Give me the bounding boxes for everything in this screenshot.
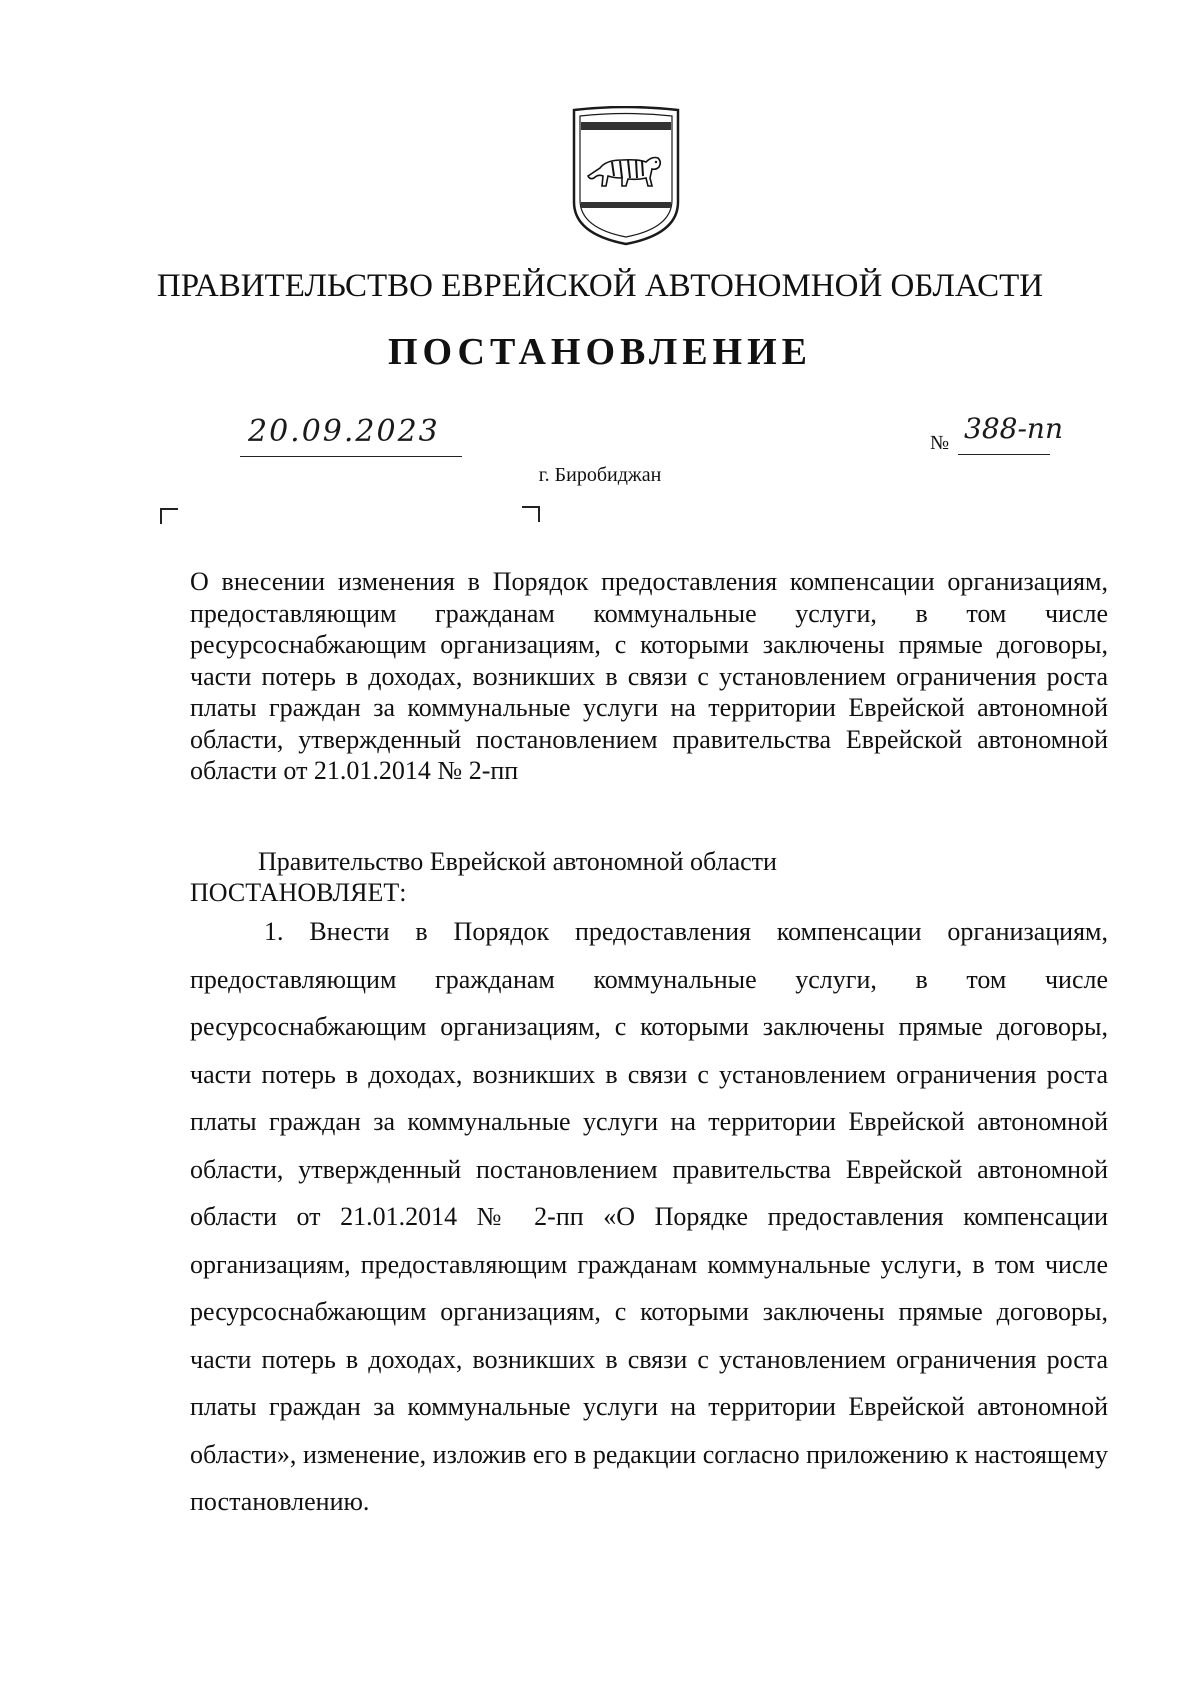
city-name: г. Биробиджан	[538, 464, 662, 486]
government-title: ПРАВИТЕЛЬСТВО ЕВРЕЙСКОЙ АВТОНОМНОЙ ОБЛАСТИ	[156, 268, 1044, 304]
body-paragraph-1: 1. Внести в Порядок предоставления компенсации организациям, предоставляющим гражданам коммунальные услуги, в том числе ресурсоснабжающим организациям, с которыми заключены прямые договоры, части потерь в доходах, возникших в связи с установлением ограничения роста платы граждан за коммунальные услуги на территории Еврейской автономной области, утвержденный постановлением правительства Еврейской автономной области от 21.01.2014 № 2-пп «О Порядке предоставления компенсации организациям, предоставляющим гражданам коммунальные услуги, в том числе ресурсоснабжающим организациям, с которыми заключены прямые договоры, части потерь в доходах, возникших в связи с установлением ограничения роста платы граждан за коммунальные услуги на территории Еврейской автономной области», изменение, изложив его в редакции согласно приложению к настоящему постановлению.	[190, 917, 1108, 1516]
corner-mark-left	[160, 508, 178, 524]
preamble	[190, 846, 1108, 908]
document-type-heading: ПОСТАНОВЛЕНИЕ	[387, 331, 813, 373]
preamble-government: Правительство Еврейской автономной области	[258, 847, 777, 876]
date-field	[240, 414, 462, 457]
number-underline	[958, 454, 1050, 455]
number-sign: №	[930, 432, 950, 454]
preamble-decree: ПОСТАНОВЛЯЕТ:	[190, 878, 407, 907]
coat-of-arms-emblem	[572, 106, 680, 246]
handwritten-date: 20.09.2023	[248, 414, 440, 449]
document-subject: О внесении изменения в Порядок предоставления компенсации организациям, предоставляющим гражданам коммунальные услуги, в том числе ресурсоснабжающим организациям, с которыми заключены прямые договоры, части потерь в доходах, возникших в связи с установлением ограничения роста платы граждан за коммунальные услуги на территории Еврейской автономной области, утвержденный постановлением правительства Еврейской автономной области от 21.01.2014 № 2-пп	[190, 567, 1108, 785]
number-field	[930, 414, 1070, 456]
handwritten-number: 388-пп	[964, 412, 1063, 445]
corner-mark-right	[522, 506, 540, 522]
